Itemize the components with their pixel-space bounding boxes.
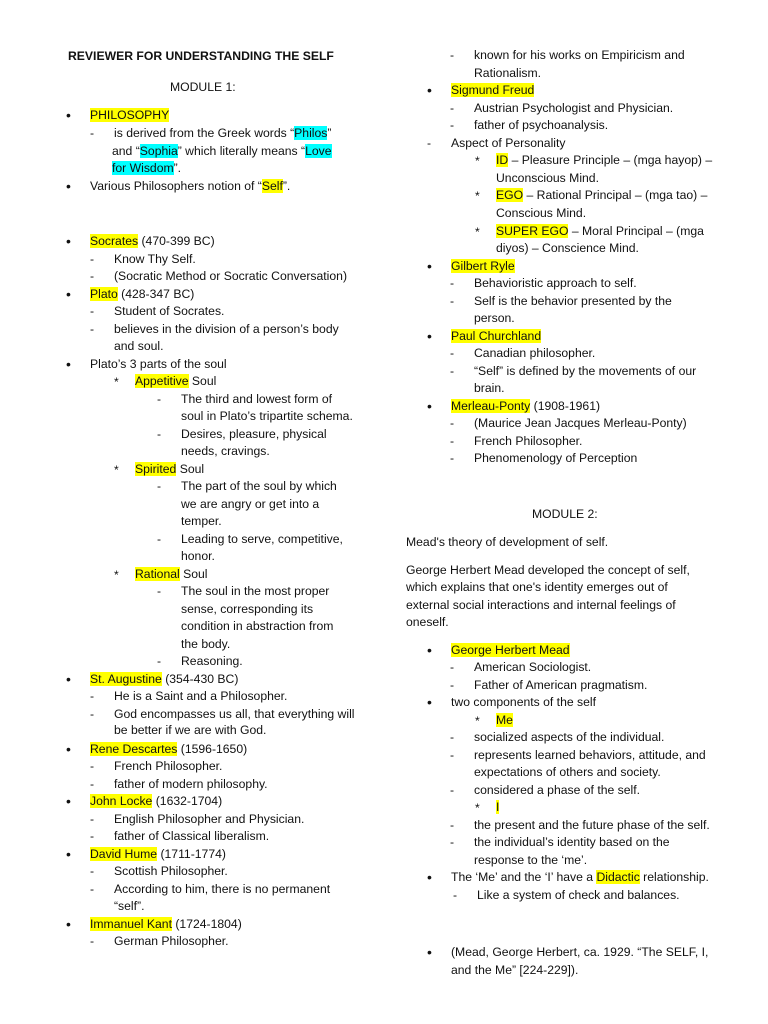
list-item: - According to him, there is no permanent [114,881,330,897]
list-item: - The part of the soul by which [181,478,337,494]
list-item: * ID – Pleasure Principle – (mga hayop) – [496,152,712,168]
text-line: response to the ‘me’. [474,853,588,867]
text-line: temper. [181,514,222,528]
list-item: - Self is the behavior presented by the [474,293,672,309]
module-1-heading: MODULE 1: [170,80,236,94]
list-item: - English Philosopher and Physician. [114,811,304,827]
list-item: - Leading to serve, competitive, [181,531,343,547]
text-line: Rationalism. [474,66,542,80]
list-item: - father of modern philosophy. [114,776,268,792]
list-item: - American Sociologist. [474,659,591,675]
list-item: - The soul in the most proper [181,583,329,599]
list-item: - Scottish Philosopher. [114,863,228,879]
text-line: and the Me” [224-229]). [451,963,579,977]
list-item: • (Mead, George Herbert, ca. 1929. “The SELF, I, [451,944,708,960]
list-item: - (Maurice Jean Jacques Merleau-Ponty) [474,415,687,431]
text-line: the body. [181,637,231,651]
list-item: * I [496,799,499,815]
text-line: diyos) – Conscience Mind. [496,241,639,255]
text-line: sense, corresponding its [181,602,314,616]
list-item: • two components of the self [451,694,596,710]
list-item: - Canadian philosopher. [474,345,595,361]
list-item: - Know Thy Self. [114,251,196,267]
text-line: brain. [474,381,505,395]
list-item: * EGO – Rational Principal – (mga tao) – [496,187,707,203]
list-item: • George Herbert Mead [451,642,570,658]
text-line: be better if we are with God. [114,723,267,737]
list-item: - Phenomenology of Perception [474,450,637,466]
list-item: - French Philosopher. [114,758,222,774]
list-item: - Austrian Psychologist and Physician. [474,100,673,116]
list-item: * Rational Soul [135,566,208,582]
list-item: - known for his works on Empiricism and [474,47,685,63]
list-item: - God encompasses us all, that everything will [114,706,354,722]
paragraph-line: oneself. [406,615,449,629]
list-item: - Student of Socrates. [114,303,224,319]
list-item: - Behavioristic approach to self. [474,275,637,291]
list-item: - The third and lowest form of [181,391,332,407]
text-line: and soul. [114,339,164,353]
module-2-heading: MODULE 2: [532,507,598,521]
text-line: and “Sophia” which literally means “Love [112,144,332,158]
list-item: - “Self” is defined by the movements of our [474,363,696,379]
list-item: - represents learned behaviors, attitude, and [474,747,706,763]
list-item: • PHILOSOPHY [90,107,169,123]
list-item: * Spirited Soul [135,461,204,477]
list-item: - German Philosopher. [114,933,229,949]
paragraph-line: which explains that one's identity emerges out of [406,580,668,594]
list-item: - considered a phase of the self. [474,782,640,798]
text-line: person. [474,311,515,325]
list-item: - the individual’s identity based on the [474,834,670,850]
text-line: for Wisdom”. [112,161,182,175]
list-item: - is derived from the Greek words “Philos” [114,125,331,141]
list-item: • Various Philosophers notion of “Self”. [90,178,290,194]
list-item: * Me [496,712,513,728]
list-item: - Aspect of Personality [451,135,565,151]
list-item: - the present and the future phase of the self. [474,817,710,833]
list-item: - socialized aspects of the individual. [474,729,664,745]
paragraph-line: George Herbert Mead developed the concept of self, [406,563,690,577]
text-line: soul in Plato’s tripartite schema. [181,409,353,423]
list-item: • Paul Churchland [451,328,541,344]
list-item: - believes in the division of a person’s body [114,321,339,337]
list-item: • John Locke (1632-1704) [90,793,222,809]
list-item: • Merleau-Ponty (1908-1961) [451,398,600,414]
text-line: we are angry or get into a [181,497,320,511]
list-item: • Immanuel Kant (1724-1804) [90,916,242,932]
list-item: • Gilbert Ryle [451,258,515,274]
list-item: • St. Augustine (354-430 BC) [90,671,238,687]
list-item: - Like a system of check and balances. [477,887,680,903]
list-item: • The ‘Me’ and the ‘I’ have a Didactic relationship. [451,869,709,885]
list-item: - (Socratic Method or Socratic Conversation) [114,268,347,284]
list-item: - French Philosopher. [474,433,582,449]
list-item: • Rene Descartes (1596-1650) [90,741,247,757]
list-item: - father of psychoanalysis. [474,117,608,133]
text-line: Conscious Mind. [496,206,587,220]
list-item: - Desires, pleasure, physical [181,426,327,442]
section-heading: Mead's theory of development of self. [406,535,609,549]
document-title: REVIEWER FOR UNDERSTANDING THE SELF [68,49,334,63]
text-line: expectations of others and society. [474,765,661,779]
list-item: • Sigmund Freud [451,82,534,98]
list-item: * Appetitive Soul [135,373,216,389]
text-line: Unconscious Mind. [496,171,599,185]
paragraph-line: external social interactions and internal feelings of [406,598,676,612]
list-item: • David Hume (1711-1774) [90,846,226,862]
list-item: - He is a Saint and a Philosopher. [114,688,287,704]
list-item: - Father of American pragmatism. [474,677,647,693]
text-line: “self”. [114,899,145,913]
text-line: honor. [181,549,215,563]
list-item: • Socrates (470-399 BC) [90,233,215,249]
text-line: condition in abstraction from [181,619,334,633]
text-line: needs, cravings. [181,444,270,458]
list-item: • Plato (428-347 BC) [90,286,194,302]
list-item: * SUPER EGO – Moral Principal – (mga [496,223,704,239]
list-item: • Plato’s 3 parts of the soul [90,356,227,372]
list-item: - father of Classical liberalism. [114,828,269,844]
list-item: - Reasoning. [181,653,243,669]
